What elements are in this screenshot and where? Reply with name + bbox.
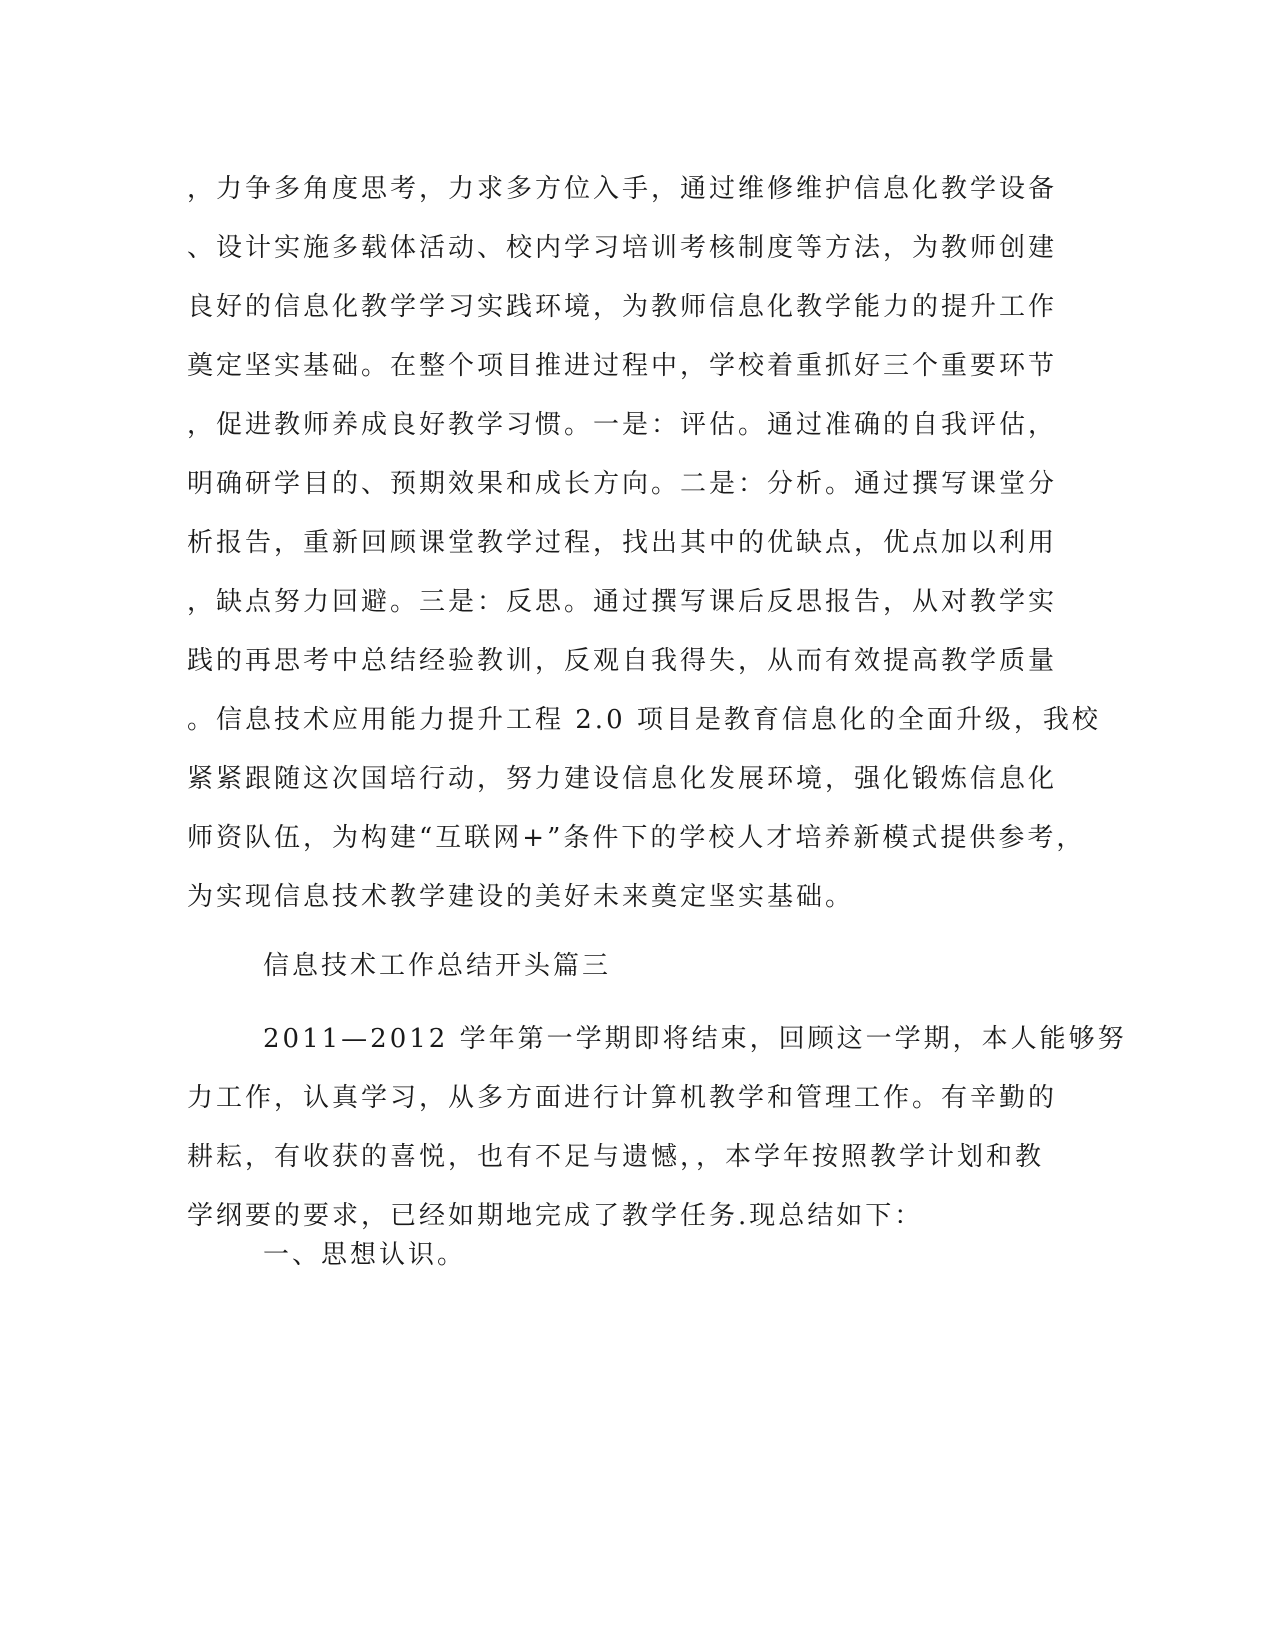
section-title [187,937,1097,996]
paragraph-line: 2011—2012 学年第一学期即将结束，回顾这一学期，本人能够努 [263,1024,1127,1054]
paragraph-line: 学纲要的要求，已经如期地完成了教学任务.现总结如下： [187,1201,924,1231]
paragraph-line: 为实现信息技术教学建设的美好未来奠定坚实基础。 [187,882,855,912]
paragraph-line: 。信息技术应用能力提升工程 2.0 项目是教育信息化的全面升级，我校 [187,705,1101,735]
subsection-heading [187,1226,1097,1285]
paragraph-line: 奠定坚实基础。在整个项目推进过程中，学校着重抓好三个重要环节 [187,351,1058,381]
paragraph-line: 紧紧跟随这次国培行动，努力建设信息化发展环境，强化锻炼信息化 [187,764,1058,794]
paragraph-line: 践的再思考中总结经验教训，反观自我得失，从而有效提高教学质量 [187,646,1058,676]
paragraph-line: ，促进教师养成良好教学习惯。一是：评估。通过准确的自我评估， [187,410,1058,440]
paragraph-line: 明确研学目的、预期效果和成长方向。二是：分析。通过撰写课堂分 [187,469,1058,499]
paragraph-line: 耕耘，有收获的喜悦，也有不足与遗憾，，本学年按照教学计划和教 [187,1142,1045,1172]
paragraph-line: 析报告，重新回顾课堂教学过程，找出其中的优缺点，优点加以利用 [187,528,1058,558]
body-paragraph [187,160,1101,927]
paragraph-line: 师资队伍，为构建“互联网+”条件下的学校人才培养新模式提供参考， [187,823,1086,853]
paragraph-line: ，力争多角度思考，力求多方位入手，通过维修维护信息化教学设备 [187,174,1058,204]
subsection-heading-text: 一、思想认识。 [263,1240,467,1270]
paragraph-line: 、设计实施多载体活动、校内学习培训考核制度等方法，为教师创建 [187,233,1058,263]
paragraph-line: ，缺点努力回避。三是：反思。通过撰写课后反思报告，从对教学实 [187,587,1058,617]
paragraph-line: 力工作，认真学习，从多方面进行计算机教学和管理工作。有辛勤的 [187,1083,1058,1113]
paragraph-line: 良好的信息化教学学习实践环境，为教师信息化教学能力的提升工作 [187,292,1058,322]
section-title-text: 信息技术工作总结开头篇三 [263,951,612,981]
body-paragraph [187,1010,1127,1246]
